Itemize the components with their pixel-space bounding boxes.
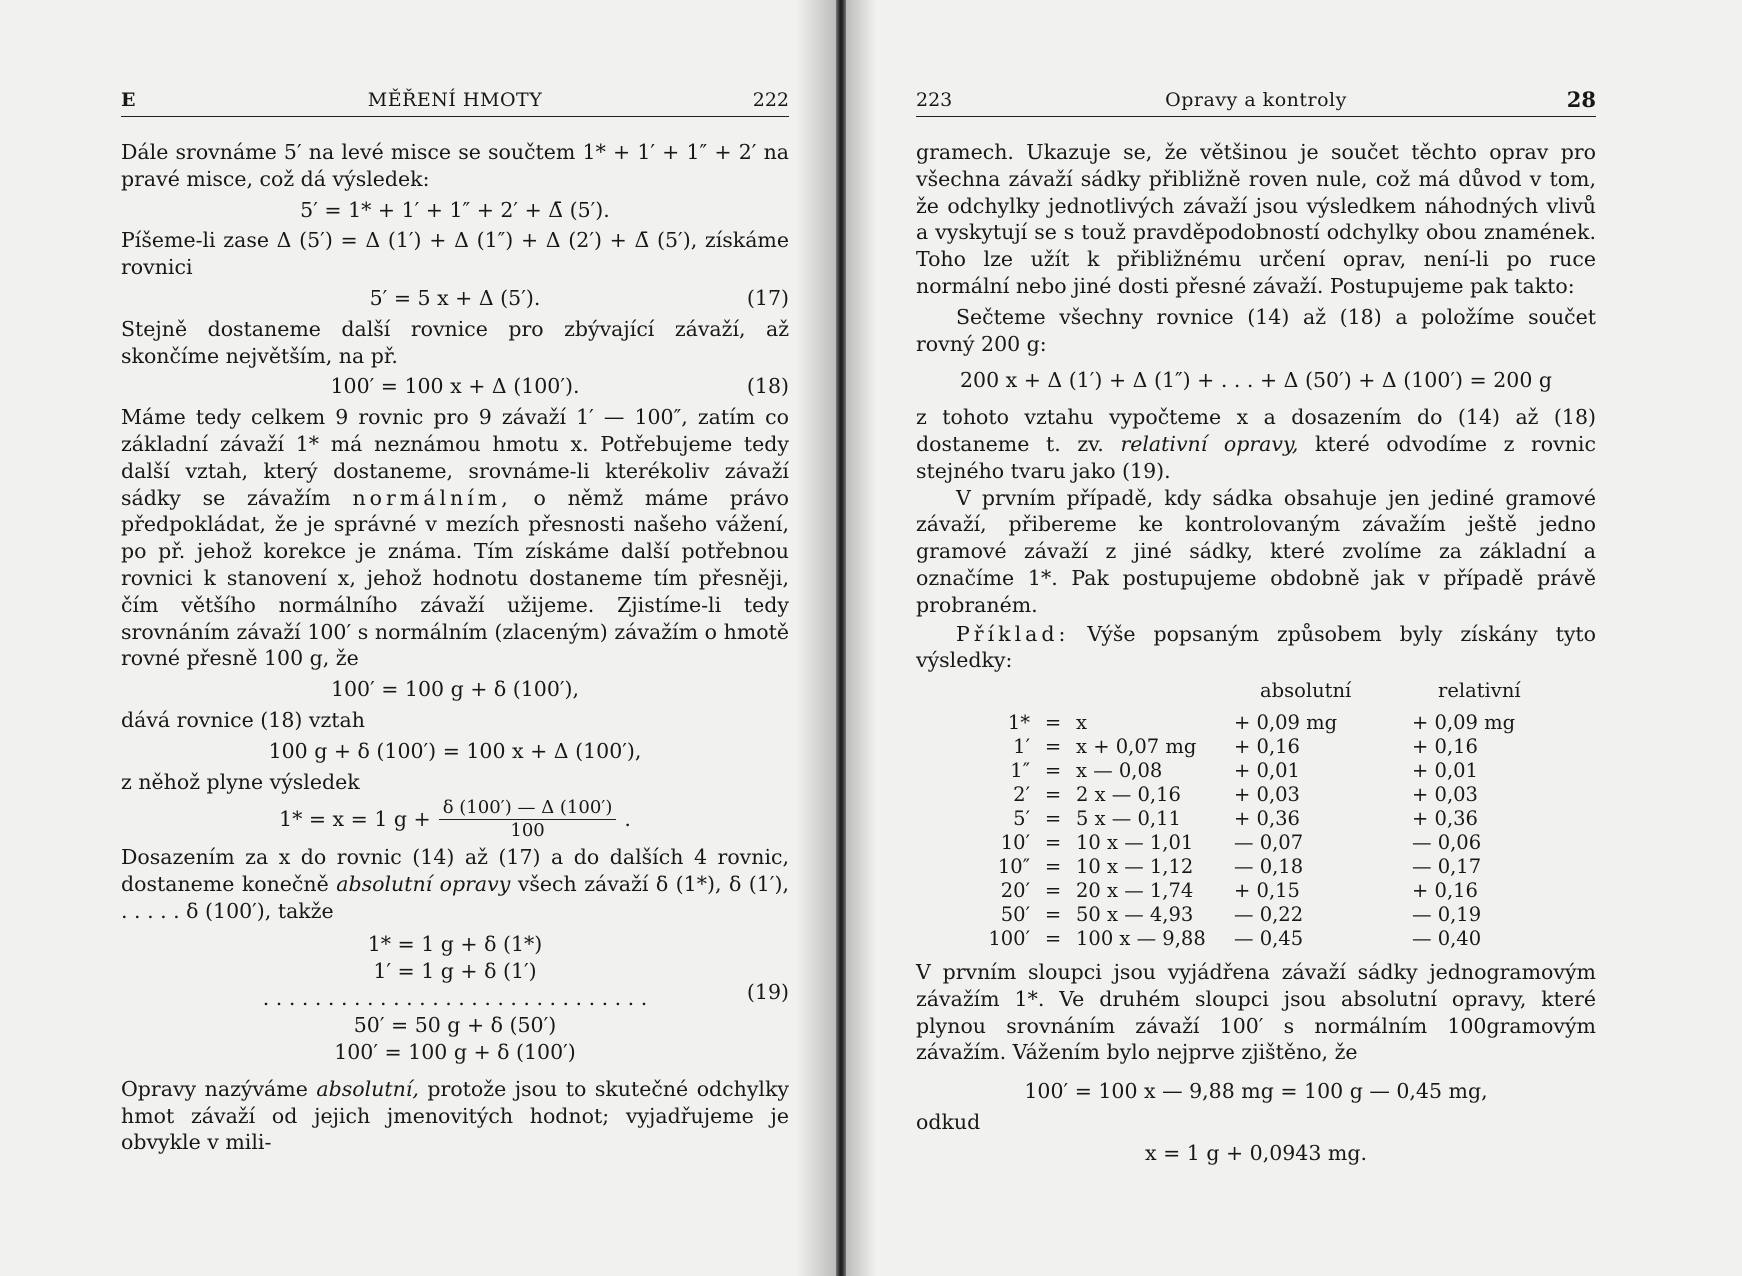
equation-text: 100′ = 100 x + Δ (100′). <box>330 374 580 399</box>
equals-sign: = <box>1044 782 1062 806</box>
weight-label: 1* <box>1007 710 1030 734</box>
equation-text: x = 1 g + 0,0943 mg. <box>1145 1140 1367 1165</box>
paragraph: Sečteme všechny rovnice (14) až (18) a položíme součet rovný 200 g: <box>916 304 1596 356</box>
fraction-numerator: δ (100′) — Δ (100′) <box>439 797 617 820</box>
equation-text: 5′ = 1* + 1′ + 1″ + 2′ + Δ̄ (5′). <box>300 197 610 222</box>
paragraph <box>121 404 789 672</box>
absolute-correction: + 0,09 mg <box>1234 710 1338 734</box>
equation-system-19 <box>121 931 789 1066</box>
relative-correction: + 0,16 <box>1412 878 1478 902</box>
absolute-correction: + 0,01 <box>1234 758 1300 782</box>
text-run: Opravy nazýváme <box>121 1076 308 1101</box>
paragraph: V prvním případě, kdy sádka obsahuje jen jediné gramové závaží, přibereme ke kontrolovaným závažím ještě jedno gramové závaží z jiné sádky, které zvolíme za základní a označíme 1*. Pak postupujeme obdobně jak v případě právě probraném. <box>916 485 1596 617</box>
weight-label: 1′ <box>1013 734 1030 758</box>
weight-label: 10′ <box>1000 830 1030 854</box>
page-shadow <box>846 0 876 1276</box>
table-row <box>956 807 1556 831</box>
table-row <box>956 783 1556 807</box>
equation-text: 100′ = 100 x — 9,88 mg = 100 g — 0,45 mg, <box>1024 1079 1488 1104</box>
right-page-content <box>916 88 1596 1171</box>
text-label: dává rovnice (18) vztah <box>121 707 365 732</box>
equation <box>121 676 789 703</box>
results-table <box>956 678 1556 951</box>
paragraph: Dále srovnáme 5′ na levé misce se součtem 1* + 1′ + 1″ + 2′ na pravé misce, což dá výsledek: <box>121 140 789 191</box>
page-shadow <box>796 0 836 1276</box>
relation-value: 20 x — 1,74 <box>1076 878 1194 902</box>
table-row <box>956 855 1556 879</box>
equation-text: 5′ = 5 x + Δ (5′). <box>369 285 541 310</box>
weight-label: 5′ <box>1013 806 1030 830</box>
relation-value: 100 x — 9,88 <box>1076 926 1206 950</box>
relation-value: 50 x — 4,93 <box>1076 902 1194 926</box>
equals-sign: = <box>1044 854 1062 878</box>
chapter-title: MĚŘENÍ HMOTY <box>367 89 543 112</box>
relation-value: 5 x — 0,11 <box>1076 806 1181 830</box>
text-run: protože jsou to skutečné odchylky hmot závaží od jejich jmenovitých hodnot; vyjadřujeme je obvykle v mili- <box>121 1076 789 1155</box>
absolute-correction: — 0,18 <box>1234 854 1304 878</box>
text-run: které odvodíme z rovnic stejného tvaru jako (19). <box>916 431 1596 483</box>
equation-text: 100 g + δ (100′) = 100 x + Δ (100′), <box>268 738 642 763</box>
relative-correction: — 0,19 <box>1412 902 1482 926</box>
page-number: 222 <box>752 89 789 112</box>
section-letter: E <box>121 89 136 112</box>
absolute-correction: — 0,22 <box>1234 902 1304 926</box>
equals-sign: = <box>1044 830 1062 854</box>
paragraph <box>121 844 789 924</box>
weight-label: 100′ <box>988 926 1030 950</box>
spaced-emphasis: normálním, <box>352 485 512 510</box>
table-row <box>956 759 1556 783</box>
paragraph <box>916 404 1596 484</box>
fraction <box>439 797 617 842</box>
relative-correction: — 0,40 <box>1412 926 1482 950</box>
equation <box>916 367 1596 394</box>
text-run: Máme tedy celkem 9 rovnic pro 9 závaží 1′ — 100″, zatím co základní závaží 1* má neznámou hmotu x. Potřebujeme tedy další vztah, který dostaneme, srovnáme-li kterékoliv závaží sádky se závažím <box>121 405 789 510</box>
italic-term: absolutní opravy <box>336 872 511 897</box>
absolute-correction: — 0,07 <box>1234 830 1304 854</box>
example-label: Příklad: <box>956 621 1070 646</box>
text-run: Výše popsaným způsobem byly získány tyto výsledky: <box>916 621 1596 673</box>
equals-sign: = <box>1044 710 1062 734</box>
example-intro <box>916 621 1596 675</box>
equation-number: (17) <box>746 285 789 310</box>
table-row <box>956 903 1556 927</box>
table-row <box>956 735 1556 759</box>
equation <box>916 1078 1596 1105</box>
right-page <box>846 0 1742 1276</box>
table-row <box>956 879 1556 903</box>
system-row: 50′ = 50 g + δ (50′) <box>353 1012 557 1037</box>
paragraph: V prvním sloupci jsou vyjádřena závaží sádky jednogramovým závažím 1*. Ve druhém sloupci jsou absolutní opravy, které plynou srovnáním závaží 100′ s normálním 100gramovým závažím. Vážením bylo nejprve zjištěno, že <box>916 959 1596 1065</box>
absolute-correction: — 0,45 <box>1234 926 1304 950</box>
weight-label: 20′ <box>1000 878 1030 902</box>
system-row: 1′ = 1 g + δ (1′) <box>373 958 537 983</box>
weight-label: 2′ <box>1013 782 1030 806</box>
equals-sign: = <box>1044 806 1062 830</box>
equals-sign: = <box>1044 902 1062 926</box>
paragraph <box>121 1076 789 1156</box>
system-row: 100′ = 100 g + δ (100′) <box>334 1039 576 1064</box>
chapter-title: Opravy a kontroly <box>1165 89 1347 112</box>
relation-value: 10 x — 1,01 <box>1076 830 1194 854</box>
text-label: z něhož plyne výsledek <box>121 769 360 794</box>
relation-value: 10 x — 1,12 <box>1076 854 1194 878</box>
running-header <box>916 88 1596 117</box>
equation-end: . <box>624 807 631 832</box>
relation-value: x <box>1076 710 1087 734</box>
page-number: 223 <box>916 89 953 112</box>
system-row: 1* = 1 g + δ (1*) <box>367 931 543 956</box>
system-dots: . . . . . . . . . . . . . . . . . . . . . . . . . . . . . . <box>262 985 648 1010</box>
relative-correction: + 0,03 <box>1412 782 1478 806</box>
table-header-row <box>956 678 1556 711</box>
running-header <box>121 88 789 117</box>
italic-term: relativní opravy, <box>1120 431 1299 456</box>
text-run: o němž máme právo předpokládat, že je správné v mezích přesnosti našeho vážení, po př. jehož korekce je známa. Tím získáme další potřebnou rovnici k stanovení x, jehož hodnotu dostaneme tím přesněji, čím většího normálního závaží užijeme. Zjistíme-li tedy srovnáním závaží 100′ s normálním (zlaceným) závažím o hmotě rovné přesně 100 g, že <box>121 485 789 671</box>
paragraph: Píšeme-li zase Δ (5′) = Δ (1′) + Δ (1″) + Δ (2′) + Δ̄ (5′), získáme rovnici <box>121 228 789 280</box>
text-run: všech závaží δ (1*), δ (1′), . . . . . δ (100′), takže <box>121 872 789 923</box>
weight-label: 10″ <box>997 854 1030 878</box>
book-gutter <box>836 0 846 1276</box>
table-row <box>956 711 1556 735</box>
equals-sign: = <box>1044 878 1062 902</box>
column-header: absolutní <box>1260 679 1352 703</box>
column-header: relativní <box>1438 679 1521 703</box>
weight-label: 1″ <box>1010 758 1030 782</box>
equation-number: (19) <box>746 979 789 1004</box>
text-run: z tohoto vztahu vypočteme x a dosazením do (14) až (18) dostaneme t. zv. <box>916 405 1596 456</box>
absolute-correction: + 0,03 <box>1234 782 1300 806</box>
paragraph: gramech. Ukazuje se, že většinou je součet těchto oprav pro všechna závaží sádky přibližně roven nule, což má důvod v tom, že odchylky jednotlivých závaží jsou výsledkem náhodných vlivů a vyskytují se s touž pravděpodobností odchylky obou znamének. Toho lze užít k přibližnému určení oprav, není-li po ruce normální nebo jiné dosti přesné závaží. Postupujeme pak takto: <box>916 140 1596 298</box>
left-page-content <box>121 88 789 1156</box>
relative-correction: + 0,01 <box>1412 758 1478 782</box>
equals-sign: = <box>1044 926 1062 950</box>
table-row <box>956 831 1556 855</box>
relation-value: x — 0,08 <box>1076 758 1163 782</box>
equation <box>916 1140 1596 1167</box>
equation-17 <box>121 285 789 312</box>
italic-term: absolutní, <box>316 1076 419 1101</box>
absolute-correction: + 0,36 <box>1234 806 1300 830</box>
equation <box>121 197 789 224</box>
absolute-correction: + 0,15 <box>1234 878 1300 902</box>
equation <box>121 738 789 765</box>
fraction-denominator: 100 <box>510 820 545 842</box>
relative-correction: + 0,09 mg <box>1412 710 1516 734</box>
equation-text: 200 x + Δ (1′) + Δ (1″) + . . . + Δ (50′) + Δ (100′) = 200 g <box>960 368 1552 393</box>
equation-text: 100′ = 100 g + δ (100′), <box>330 677 580 702</box>
equation-18 <box>121 373 789 400</box>
relative-correction: + 0,36 <box>1412 806 1478 830</box>
relative-correction: + 0,16 <box>1412 734 1478 758</box>
paragraph: Stejně dostaneme další rovnice pro zbývající závaží, až skončíme největším, na př. <box>121 316 789 368</box>
left-page <box>0 0 836 1276</box>
equals-sign: = <box>1044 734 1062 758</box>
text-label: odkud <box>916 1109 981 1134</box>
relation-value: x + 0,07 mg <box>1076 734 1197 758</box>
equals-sign: = <box>1044 758 1062 782</box>
equation-number: (18) <box>746 374 789 399</box>
relative-correction: — 0,17 <box>1412 854 1482 878</box>
section-number: 28 <box>1566 87 1596 113</box>
absolute-correction: + 0,16 <box>1234 734 1300 758</box>
weight-label: 50′ <box>1000 902 1030 926</box>
relation-value: 2 x — 0,16 <box>1076 782 1181 806</box>
table-row <box>956 927 1556 951</box>
relative-correction: — 0,06 <box>1412 830 1482 854</box>
fraction-equation <box>121 797 789 842</box>
text-run: Dosazením za x do rovnic (14) až (17) a do dalších 4 rovnic, dostaneme konečně <box>121 845 789 897</box>
equation-lhs: 1* = x = 1 g + <box>279 807 431 832</box>
